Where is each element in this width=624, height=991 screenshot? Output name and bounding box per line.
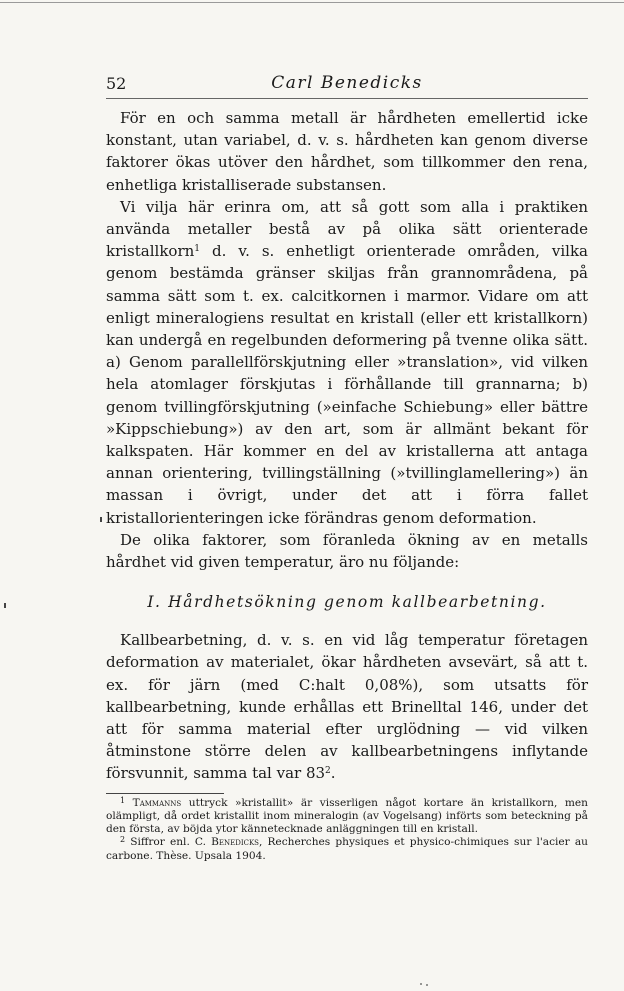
footnote-divider	[106, 793, 224, 794]
paragraph	[106, 196, 588, 529]
section-heading: I. Hårdhetsökning genom kallbearbetning.	[147, 593, 547, 612]
footnote-mark: 1	[120, 795, 126, 805]
paper-speck	[420, 983, 422, 985]
footnote-author: Benedicks	[211, 836, 259, 849]
footnote	[106, 836, 588, 862]
paragraph-text: Kallbearbetning, d. v. s. en vid låg temperatur företagen deformation av materialet, ökar hårdheten avsevärt, så att t. ex. för järn (med C:halt 0,08%), som utsatts för kallbearbetning, kunde erhållas ett Brinelltal 146, under det att för samma material efter urglödning — vid vilken åtminstone större delen av kallbearbetningens inflytande försvunnit, samma tal var 83	[106, 631, 588, 783]
top-edge-rule	[0, 2, 624, 3]
footnote-author: Tammanns	[132, 796, 182, 809]
margin-mark	[4, 603, 6, 608]
running-title: Carl Benedicks	[271, 73, 423, 93]
footnote-text: Siffror enl. C.	[130, 836, 206, 849]
footnote-mark: 2	[120, 835, 126, 845]
paragraph-text: d. v. s. enhetligt orienterade områden, vilka genom bestämda gränser skiljas från grannområdena, på samma sätt som t. ex. calcitkornen i marmor. Vidare om att enligt mineralogiens resultat en kristall (eller ett kristallkorn) kan undergå en regelbunden deformering på tvenne olika sätt. a) Genom parallellförskjutning eller »translation», vid vilken hela atomlager förskjutas i förhållande till grannarna; b) genom tvillingförskjutning (»einfache Schiebung» eller bättre »Kippschiebung») av den art, som är allmänt bekant för kalkspaten. Här kommer en del av kristallerna att antaga annan orientering, tvillingställning (»tvillinglamellering») än massan i övrigt, under det att i förra fallet kristallorienteringen icke förändras genom deformation.	[106, 242, 588, 527]
page	[106, 72, 588, 863]
footnote-ref[interactable]: 1	[194, 244, 201, 255]
footnote-text: , Recherches physiques et physico-chimiques sur l'acier au carbone. Thèse. Upsala 1904.	[106, 836, 588, 862]
footnote-text: uttryck »kristallit» är visserligen något kortare än kristallkorn, men olämpligt, då ordet kristallit inom mineralogin (av Vogelsang) införts som beteckning på den första, av böjda ytor kännetecknade anläggningen till en kristall.	[106, 796, 588, 836]
paragraph: Kallbearbetning, d. v. s. en vid låg temperatur företagen deformation av materialet, ökar hårdheten avsevärt, så att t. ex. för järn (med C:halt 0,08%), som utsatts för kallbearbetning, kunde erhållas ett Brinelltal 146, under det att för samma material efter urglödning — vid vilken åtminstone större delen av kallbearbetningens inflytande försvunnit, samma tal var $83^2$.	[106, 631, 588, 783]
margin-mark	[100, 517, 102, 522]
paragraph: De olika faktorer, som föranleda ökning av en metalls hårdhet vid given temperatur, äro nu följande:	[106, 530, 588, 572]
footnote	[106, 797, 588, 837]
paragraph: För en och samma metall är hårdheten emellertid icke konstant, utan variabel, d. v. s. hårdheten kan genom diverse faktorer ökas utöver den hårdhet, som tillkommer den rena, enhetliga kristalliserade substansen.	[106, 109, 588, 194]
page-number: 52	[106, 74, 127, 93]
running-header	[106, 72, 588, 99]
paragraph-text: Vi vilja här erinra om, att så gott som alla i praktiken använda metaller bestå av på olika sätt orienterade kristallkorn	[106, 197, 588, 261]
body-text	[106, 107, 588, 785]
paper-speck	[426, 984, 428, 986]
footnote-ref[interactable]: 2	[325, 766, 331, 777]
